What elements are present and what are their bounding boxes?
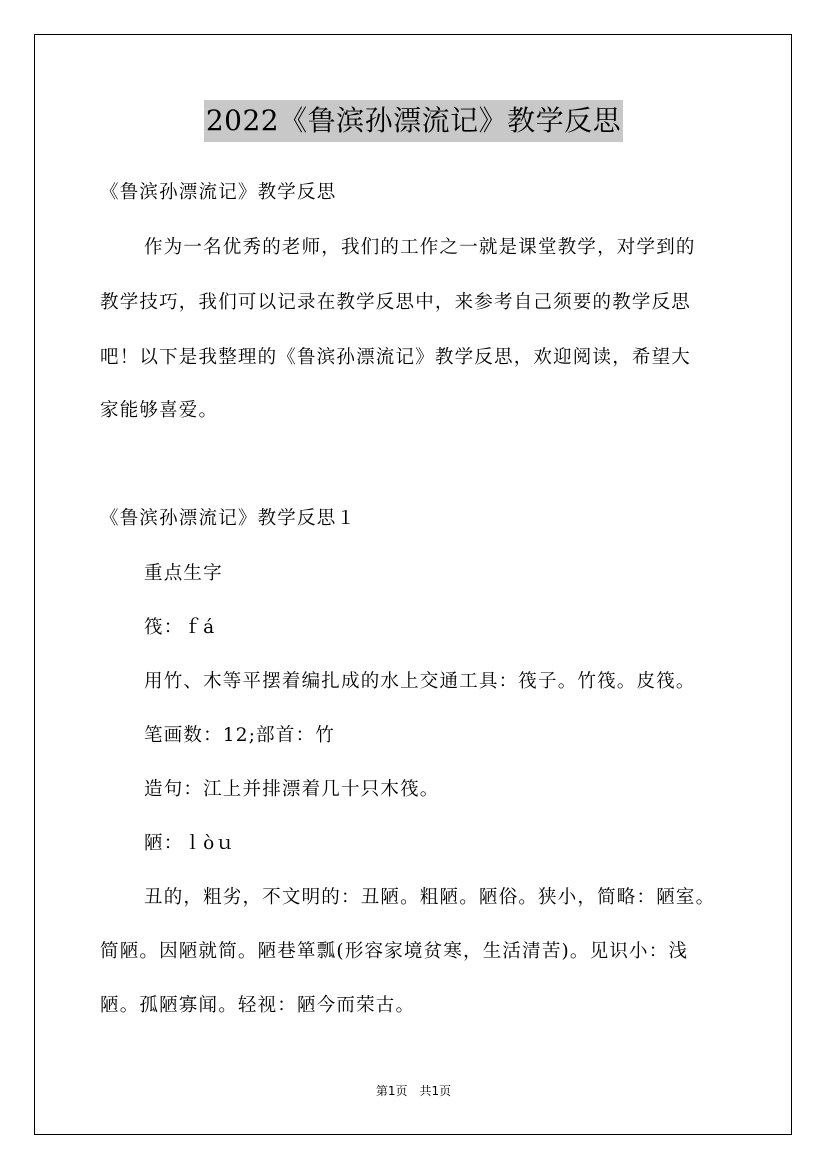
intro-line-2: 教学技巧，我们可以记录在教学反思中，来参考自己须要的教学反思 [100, 292, 692, 313]
section-heading: 《鲁滨孙漂流记》教学反思１ [100, 508, 357, 529]
lou-pinyin: 陋：ｌòｕ [144, 833, 236, 854]
document-title: 2022《鲁滨孙漂流记》教学反思 [204, 100, 623, 142]
fa-strokes: 笔画数：12;部首：竹 [144, 725, 335, 746]
lou-meaning-line-2: 简陋。因陋就简。陋巷箪瓢(形容家境贫寒，生活清苦)。见识小：浅 [100, 941, 689, 962]
intro-line-4: 家能够喜爱。 [100, 400, 219, 421]
intro-line-3: 吧！以下是我整理的《鲁滨孙漂流记》教学反思，欢迎阅读，希望大 [100, 347, 692, 368]
fa-sentence: 造句：江上并排漂着几十只木筏。 [144, 779, 440, 800]
lou-meaning-line-3: 陋。孤陋寡闻。轻视：陋今而荣古。 [100, 995, 416, 1016]
intro-line-1: 作为一名优秀的老师，我们的工作之一就是课堂教学，对学到的 [144, 237, 696, 258]
page-footer: 第1页 共1页 [375, 1084, 452, 1098]
fa-meaning: 用竹、木等平摆着编扎成的水上交通工具：筏子。竹筏。皮筏。 [144, 671, 696, 692]
fa-pinyin: 筏：ｆá [144, 617, 216, 638]
subtitle: 《鲁滨孙漂流记》教学反思 [100, 182, 337, 203]
key-chars-label: 重点生字 [144, 563, 223, 584]
title-container [0, 100, 827, 142]
lou-meaning-line-1: 丑的，粗劣，不文明的：丑陋。粗陋。陋俗。狭小，简略：陋室。 [144, 887, 716, 908]
